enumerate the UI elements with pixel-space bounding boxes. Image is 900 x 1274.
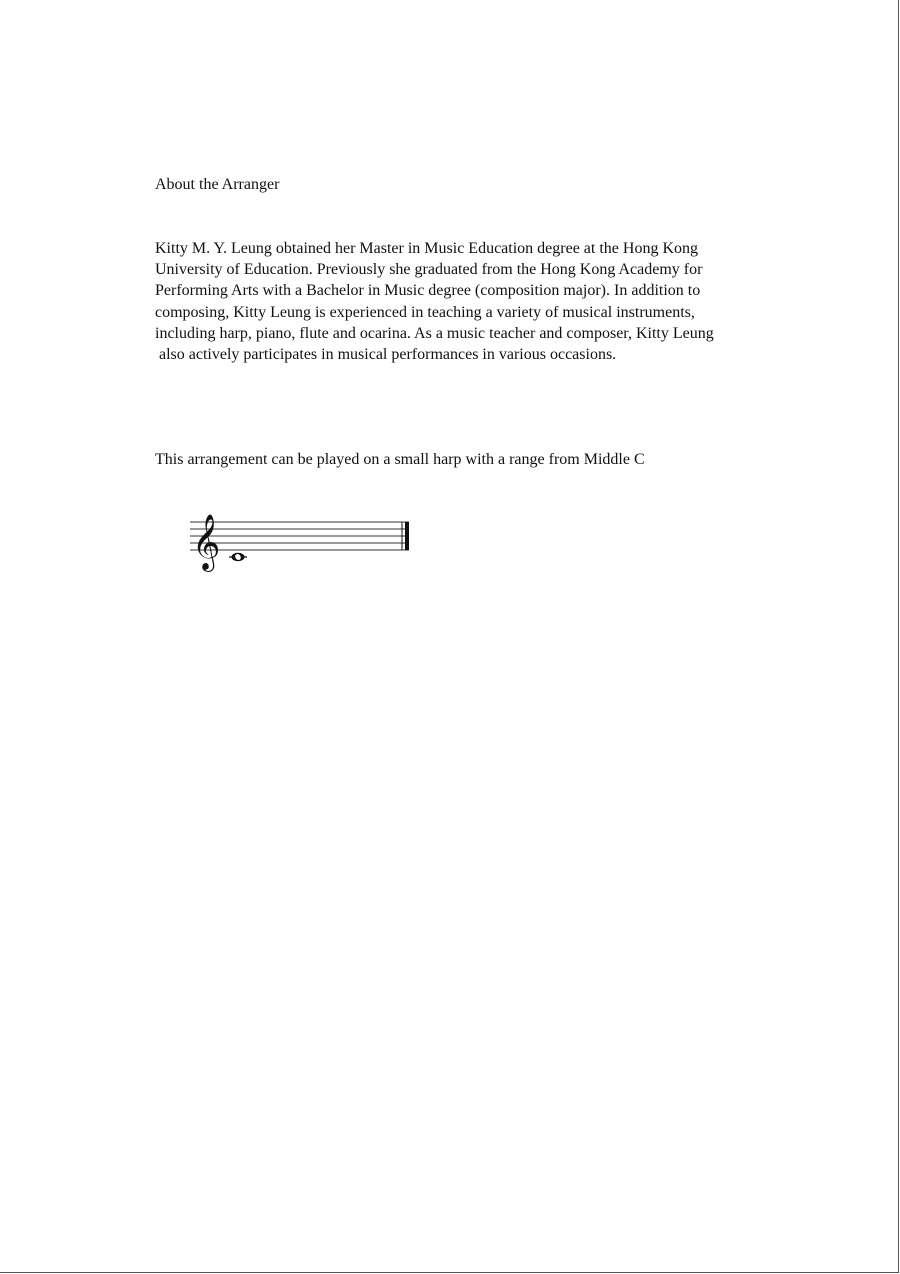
bio-line: Kitty M. Y. Leung obtained her Master in Music Education degree at the Hong Kong <box>155 240 698 257</box>
treble-clef-icon: 𝄞 <box>192 514 221 570</box>
bio-line: including harp, piano, flute and ocarina. As a music teacher and composer, Kitty Leung <box>155 324 714 342</box>
music-staff <box>185 502 415 574</box>
whole-note-icon <box>232 553 245 561</box>
range-note: This arrangement can be played on a small harp with a range from Middle C <box>155 451 645 468</box>
bio-line: University of Education. Previously she graduated from the Hong Kong Academy for <box>155 261 703 279</box>
arranger-bio <box>155 238 714 365</box>
staff-lines <box>190 522 409 550</box>
bio-line: composing, Kitty Leung is experienced in teaching a variety of musical instruments, <box>155 303 695 321</box>
bio-line: also actively participates in musical performances in various occasions. <box>155 346 617 364</box>
bio-line: Performing Arts with a Bachelor in Music degree (composition major). In addition to <box>155 282 701 300</box>
section-heading: About the Arranger <box>155 176 280 193</box>
